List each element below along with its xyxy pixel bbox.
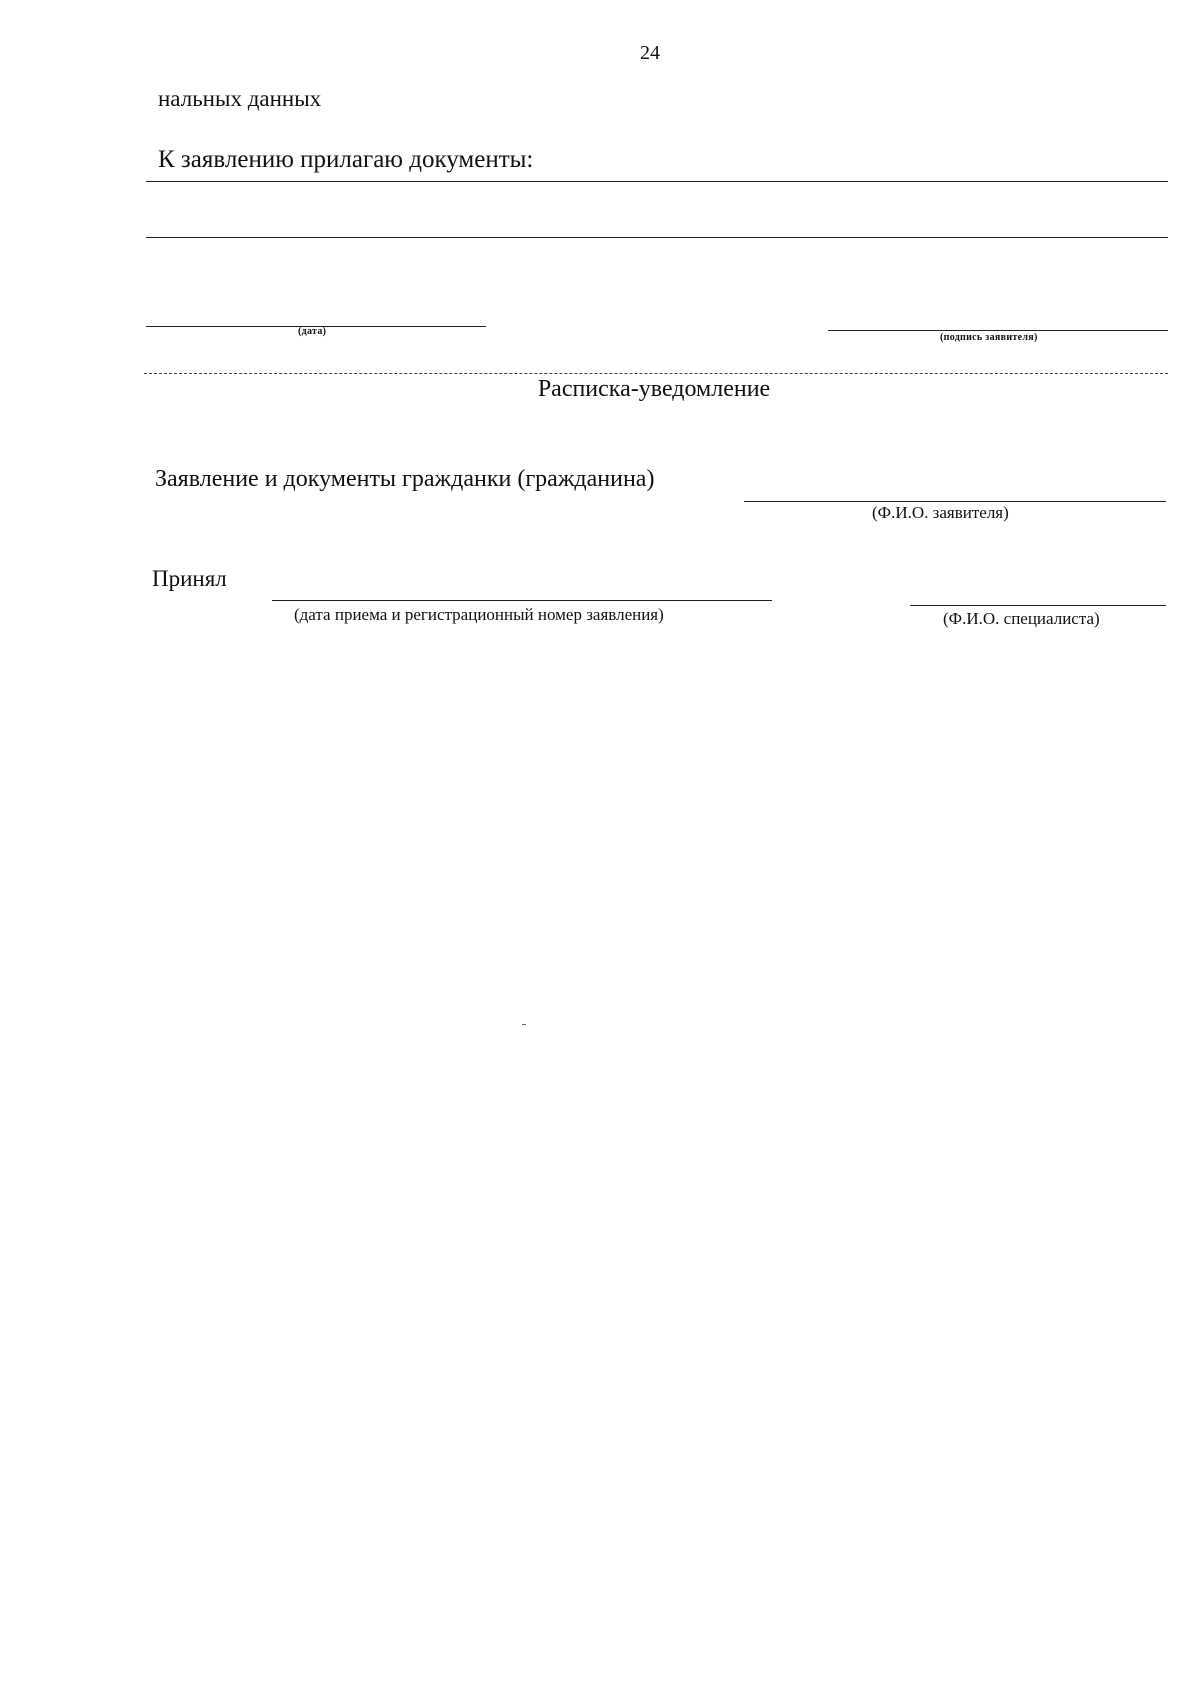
- continued-text: нальных данных: [158, 86, 322, 111]
- applicant-signature-line[interactable]: [828, 330, 1168, 331]
- receipt-title: Расписка-уведомление: [537, 376, 771, 402]
- applicant-name-caption: (Ф.И.О. заявителя): [872, 503, 1009, 522]
- specialist-name-line[interactable]: [910, 605, 1166, 606]
- specialist-name-caption: (Ф.И.О. специалиста): [943, 609, 1100, 628]
- scan-artifact: [522, 1024, 526, 1025]
- attachments-line-1[interactable]: [146, 181, 1168, 182]
- cut-line: [144, 373, 1168, 374]
- receipt-statement: Заявление и документы гражданки (гражданина): [155, 466, 655, 492]
- date-caption: (дата): [298, 326, 327, 337]
- applicant-name-line[interactable]: [744, 501, 1166, 502]
- page-number: 24: [640, 42, 660, 64]
- attachments-line-2[interactable]: [146, 237, 1168, 238]
- registration-line[interactable]: [272, 600, 772, 601]
- applicant-signature-caption: (подпись заявителя): [940, 332, 1038, 343]
- attachments-heading: К заявлению прилагаю документы:: [158, 146, 534, 173]
- registration-caption: (дата приема и регистрационный номер заявления): [294, 605, 664, 624]
- accepted-label: Принял: [152, 566, 227, 591]
